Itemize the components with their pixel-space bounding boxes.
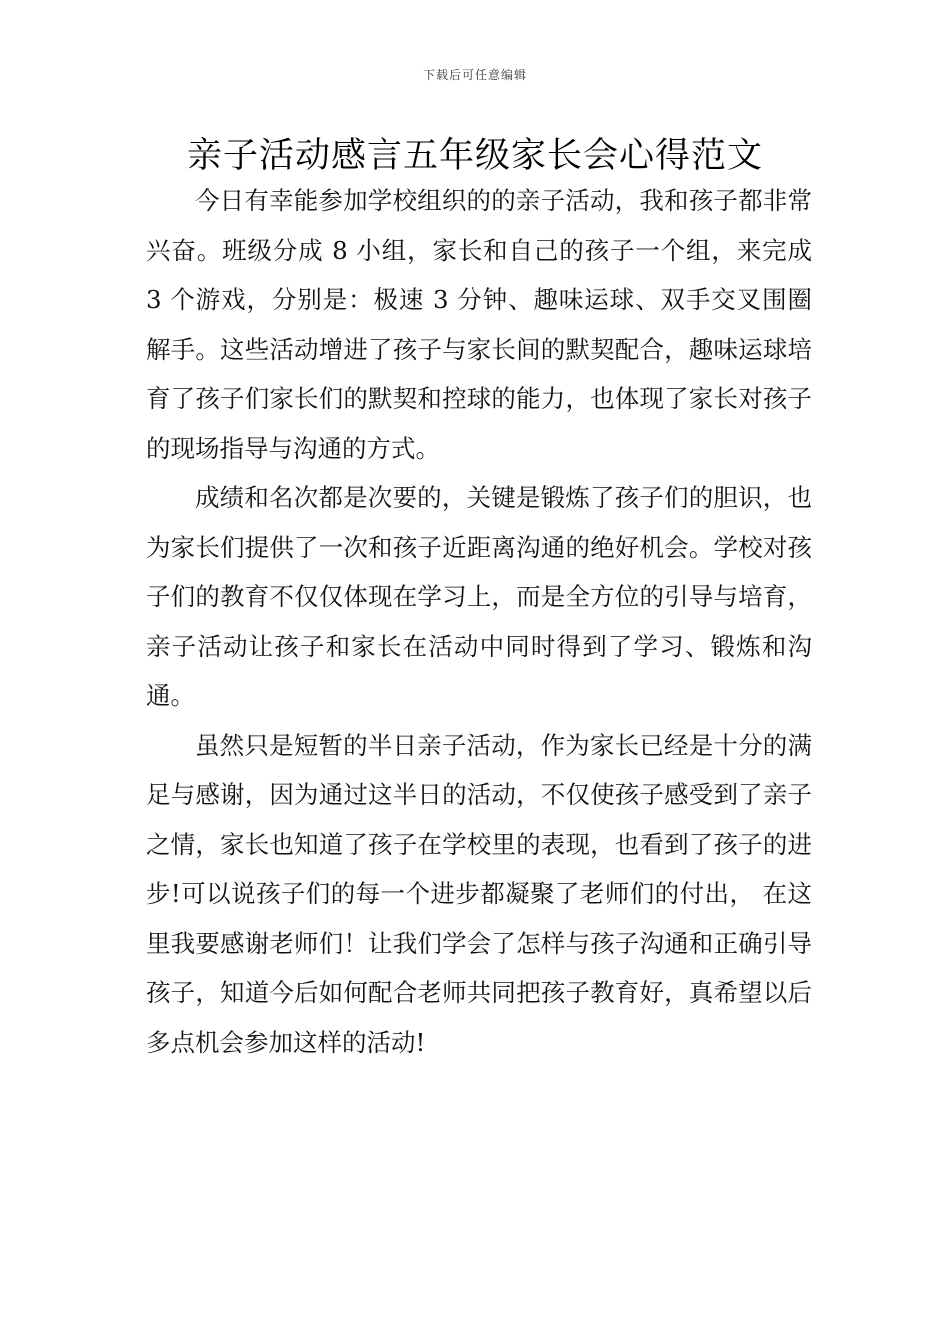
document-body xyxy=(146,176,812,1067)
header-note: 下载后可任意编辑 xyxy=(422,68,527,82)
paragraph-2: 成绩和名次都是次要的，关键是锻炼了孩子们的胆识，也为家长们提供了一次和孩子近距离沟通的绝好机会。学校对孩子们的教育不仅仅体现在学习上，而是全方位的引导与培育，亲子活动让孩子和家长在活动中同时得到了学习、锻炼和沟通。 xyxy=(146,483,812,710)
document-title: 亲子活动感言五年级家长会心得范文 xyxy=(186,136,763,176)
paragraph-1: 今日有幸能参加学校组织的的亲子活动，我和孩子都非常兴奋。班级分成 8 小组，家长和自己的孩子一个组，来完成 3 个游戏，分别是：极速 3 分钟、趣味运球、双手交叉围圈解手。这些活动增进了孩子与家长间的默契配合，趣味运球培育了孩子们家长们的默契和控球的能力，也体现了家长对孩子的现场指导与沟通的方式。 xyxy=(146,186,812,463)
paragraph-3: 虽然只是短暂的半日亲子活动，作为家长已经是十分的满足与感谢，因为通过这半日的活动，不仅使孩子感受到了亲子之情，家长也知道了孩子在学校里的表现，也看到了孩子的进步!可以说孩子们的每一个进步都凝聚了老师们的付出， 在这里我要感谢老师们！让我们学会了怎样与孩子沟通和正确引导孩子，知道今后如何配合老师共同把孩子教育好，真希望以后多点机会参加这样的活动! xyxy=(146,730,812,1057)
